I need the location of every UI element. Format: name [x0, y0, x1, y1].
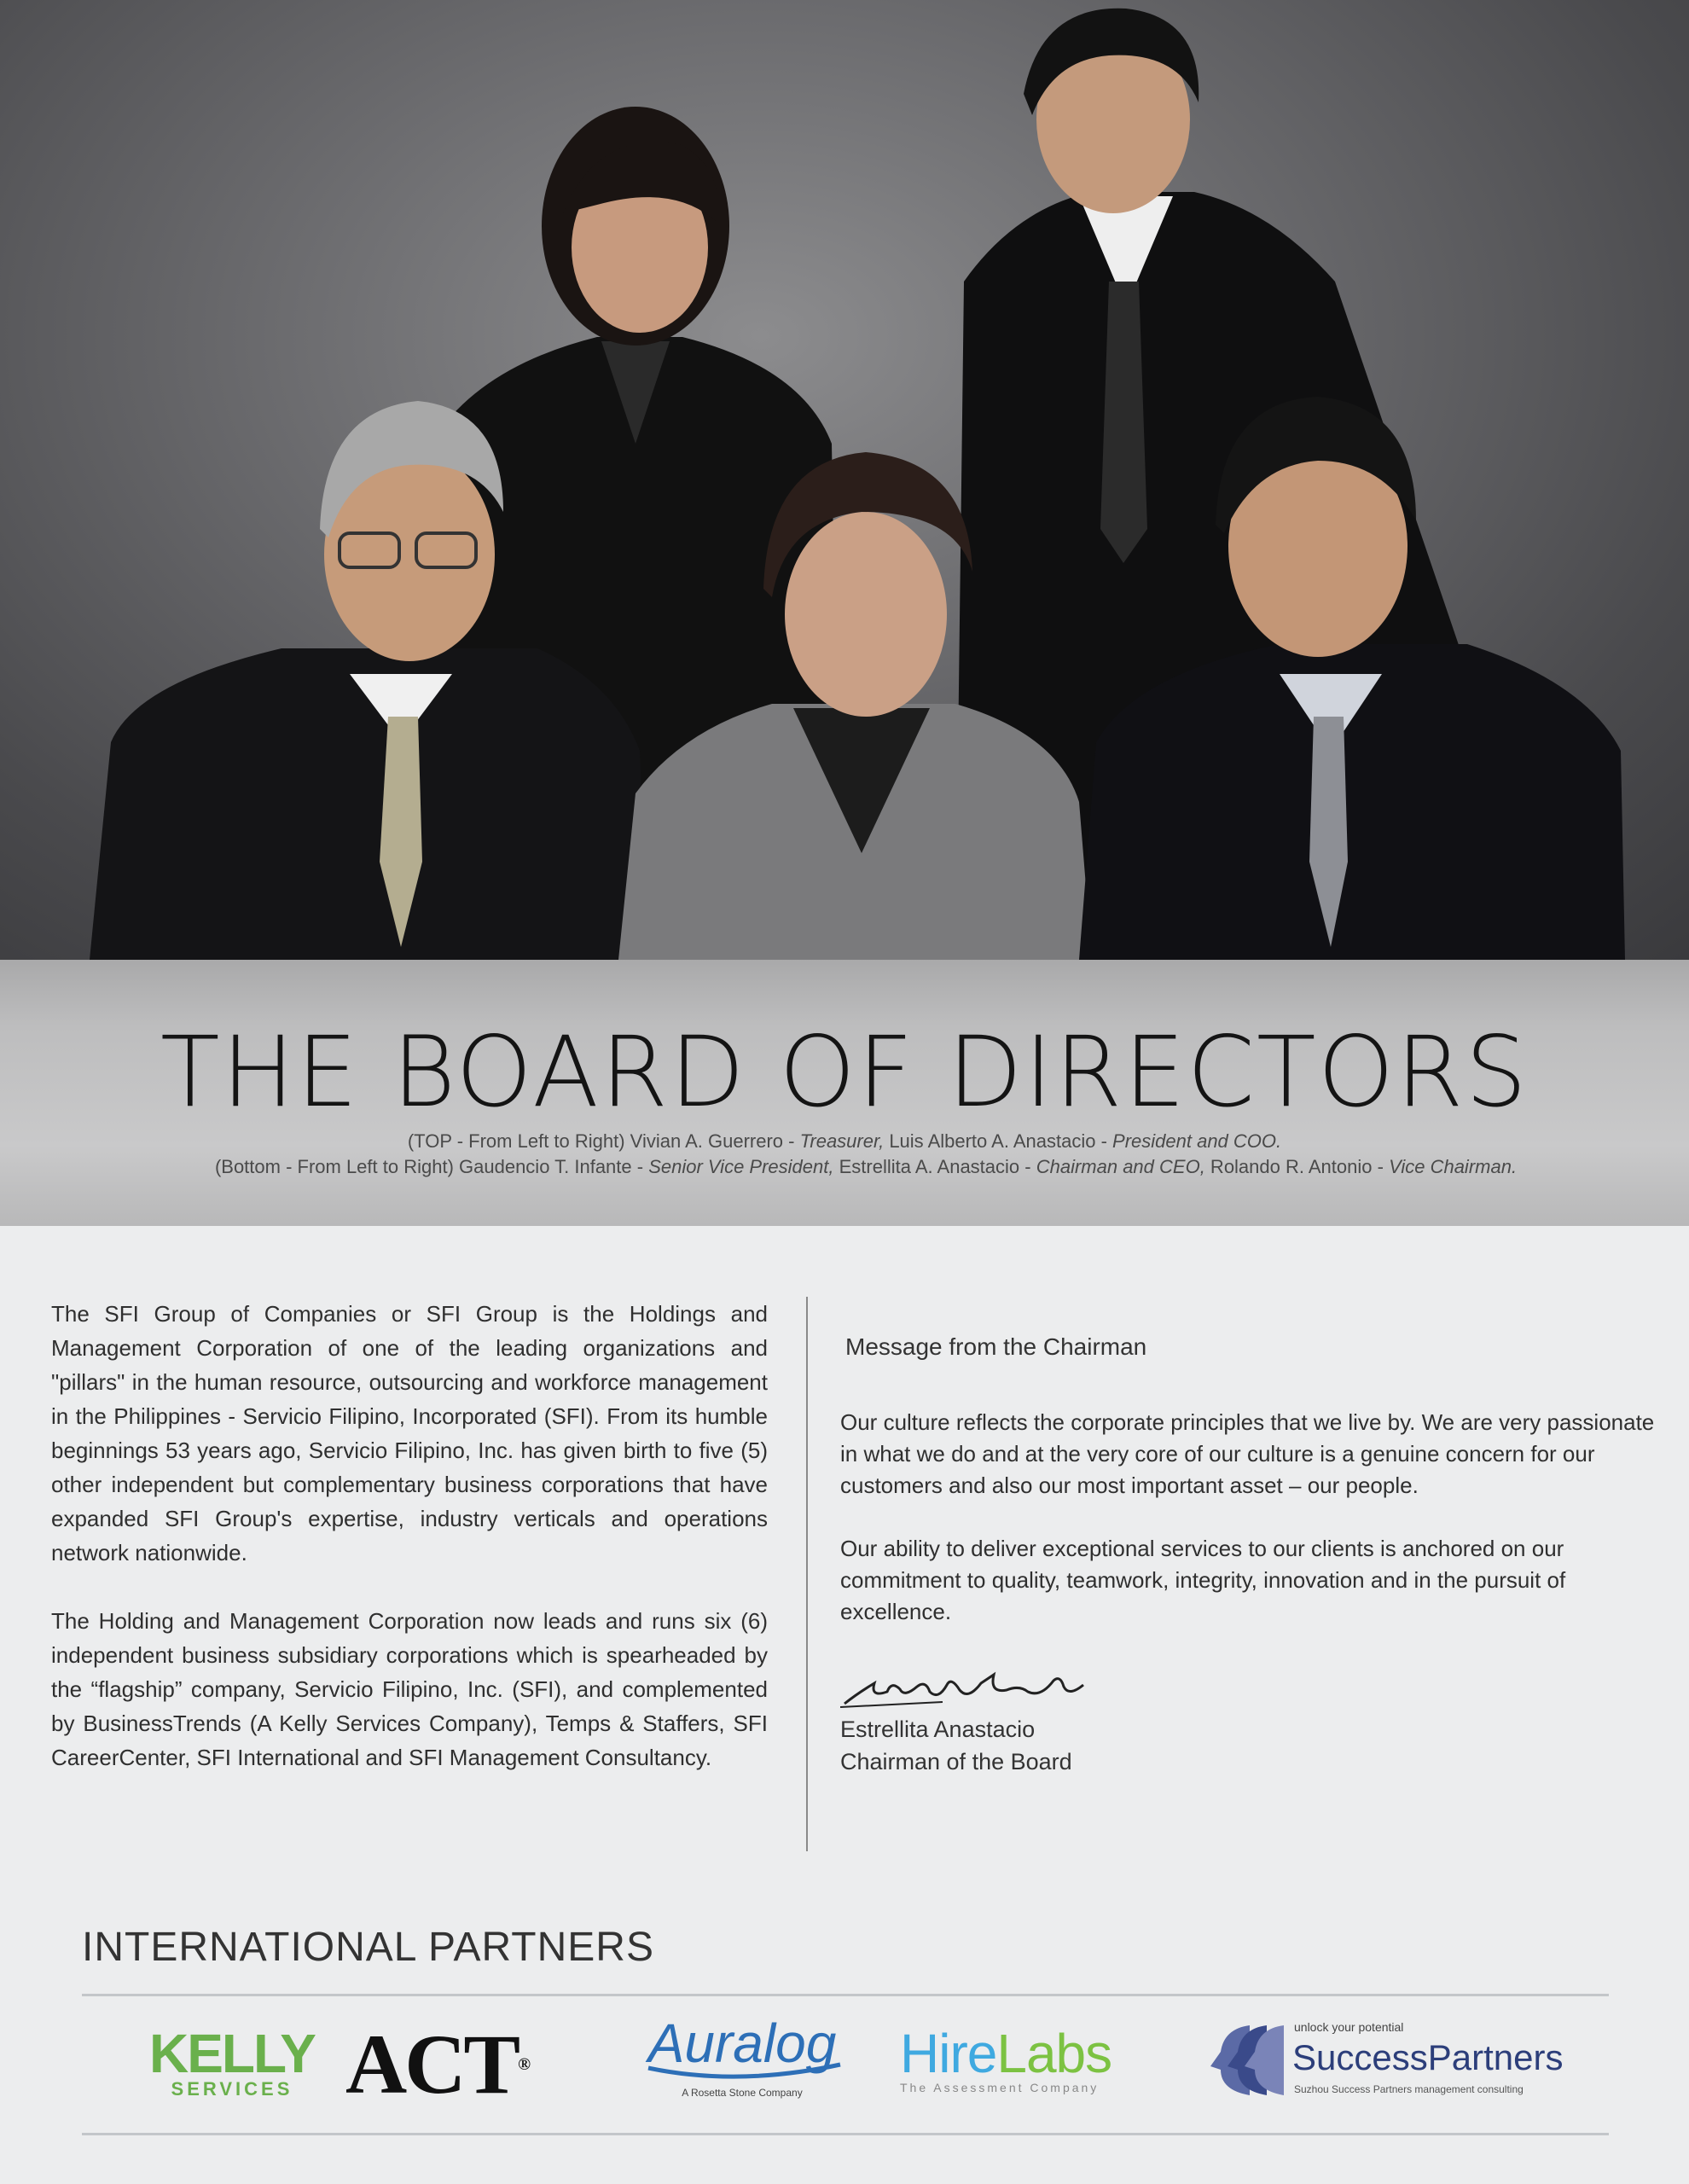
caption-bottom-text: Estrellita A. Anastacio -: [833, 1156, 1036, 1177]
caption-top-role: Treasurer,: [799, 1130, 885, 1152]
partners-rule-bottom: [82, 2133, 1609, 2135]
auralog-logo: [636, 2013, 849, 2099]
caption-bottom-text: Rolando R. Antonio -: [1204, 1156, 1390, 1177]
message-paragraph: Our culture reflects the corporate principles that we live by. We are very passionate in what we do and at the very core of our culture is a genuine concern for our customers and also our most important asset – our people.: [840, 1409, 1655, 1498]
title-band: [0, 960, 1689, 1226]
signer-title: Chairman of the Board: [840, 1749, 1072, 1774]
message-heading: Message from the Chairman: [845, 1333, 1147, 1360]
signer-block: [840, 1713, 1072, 1778]
column-divider: [806, 1297, 808, 1851]
chairman-message: [840, 1331, 1659, 1659]
caption-bottom-role: Chairman and CEO,: [1036, 1156, 1205, 1177]
hirelabs-logo: [900, 2023, 1112, 2094]
photo-caption-top: [0, 1130, 1689, 1153]
success-partners-subtitle: Suzhou Success Partners management consulting: [1294, 2083, 1524, 2095]
hirelabs-logo-name: [900, 2023, 1112, 2084]
kelly-logo-sub: SERVICES: [171, 2078, 293, 2100]
kelly-logo-name: KELLY: [149, 2023, 315, 2084]
about-paragraph: The Holding and Management Corporation now leads and runs six (6) independent business subsidiary corporations which is spearheaded by the “flagship” company, Servicio Filipino, Inc. (SFI), and complemented by BusinessTrends (A Kelly Services Company), Temps & Staffers, SFI CareerCenter, SFI International and SFI Management Consultancy.: [51, 1608, 768, 1770]
caption-bottom-role: Senior Vice President,: [648, 1156, 834, 1177]
partners-heading: INTERNATIONAL PARTNERS: [82, 1925, 654, 1970]
board-photo-illustration: [0, 0, 1689, 960]
signer-name: Estrellita Anastacio: [840, 1716, 1036, 1742]
success-partners-tagline: unlock your potential: [1294, 2020, 1404, 2034]
hirelabs-logo-tagline: The Assessment Company: [900, 2081, 1100, 2094]
partners-rule-top: [82, 1994, 1609, 1996]
caption-bottom-text: (Bottom - From Left to Right) Gaudencio T. Infante -: [214, 1156, 649, 1177]
act-logo: [345, 2017, 529, 2111]
hirelabs-name-part: Hire: [900, 2023, 997, 2084]
board-photo: [0, 0, 1689, 960]
chairman-signature: [840, 1668, 1096, 1711]
page-title: THE BOARD OF DIRECTORS: [160, 1015, 1529, 1129]
about-section: [51, 1297, 768, 1809]
hirelabs-name-part: Labs: [996, 2023, 1112, 2084]
auralog-logo-name: Auralog: [647, 2013, 837, 2074]
kelly-services-logo: [149, 2023, 315, 2100]
act-logo-name: ACT: [345, 2017, 519, 2111]
caption-top-role: President and COO.: [1112, 1130, 1282, 1152]
photo-caption-bottom: [0, 1156, 1689, 1178]
message-paragraph: Our ability to deliver exceptional services to our clients is anchored on our commitment to quality, teamwork, integrity, innovation and in the pursuit of excellence.: [840, 1536, 1566, 1624]
success-partners-name: SuccessPartners: [1292, 2037, 1564, 2077]
about-paragraph: The SFI Group of Companies or SFI Group is the Holdings and Management Corporation of one of the leading organizations and "pillars" in the human resource, outsourcing and workforce management in the Philippines - Servicio Filipino, Incorporated (SFI). From its humble beginnings 53 years ago, Servicio Filipino, Inc. has given birth to five (5) other independent but complementary business corporations that have expanded SFI Group's expertise, industry verticals and operations network nationwide.: [51, 1301, 768, 1565]
caption-top-text: (TOP - From Left to Right) Vivian A. Guerrero -: [407, 1130, 800, 1152]
caption-bottom-role: Vice Chairman.: [1389, 1156, 1518, 1177]
auralog-logo-tagline: A Rosetta Stone Company: [682, 2087, 803, 2099]
act-registered-mark: ®: [518, 2055, 529, 2074]
success-partners-faces-icon: [1199, 2022, 1284, 2099]
caption-top-text: Luis Alberto A. Anastacio -: [884, 1130, 1113, 1152]
